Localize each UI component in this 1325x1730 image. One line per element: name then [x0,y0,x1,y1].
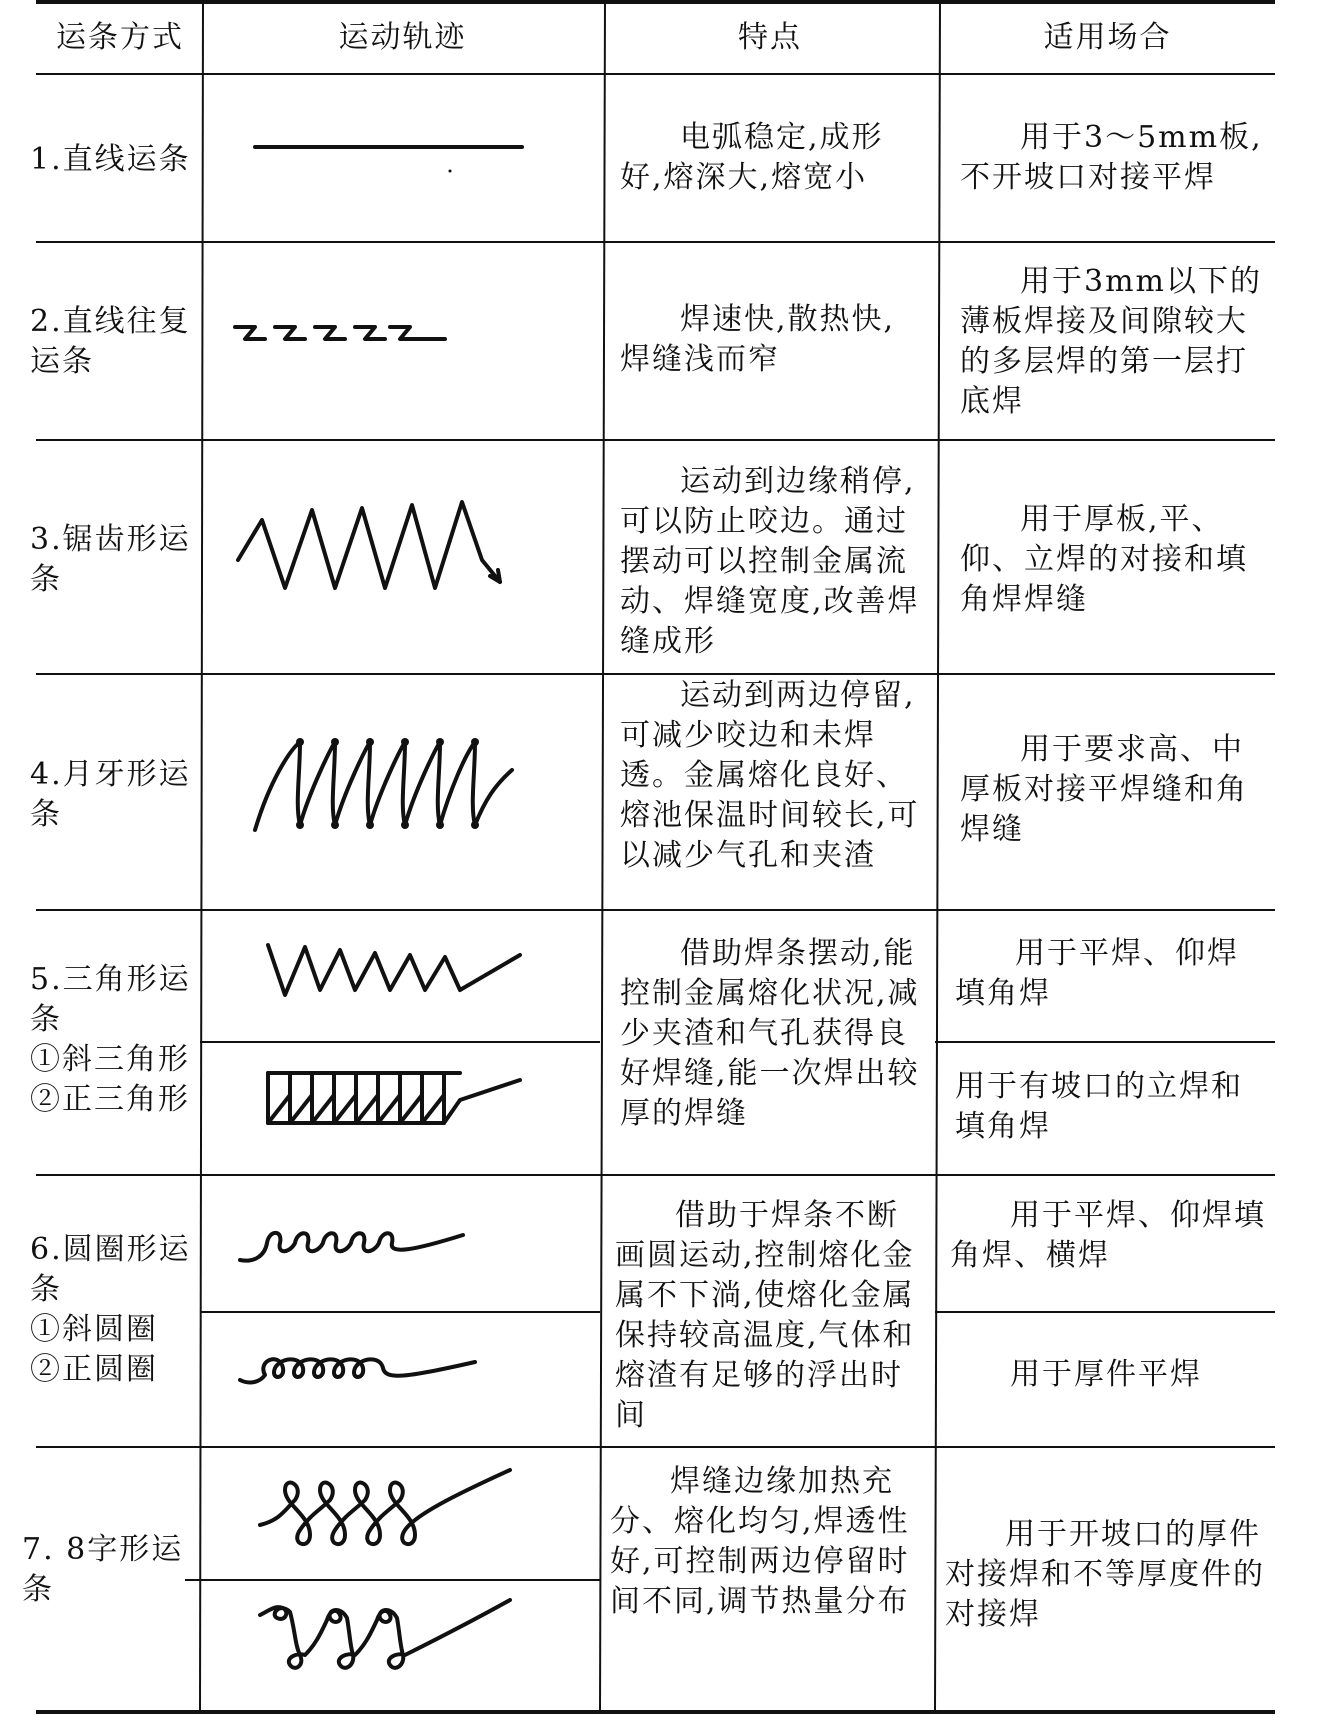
method-cell-1: 1.直线运条 [30,142,191,177]
method-cell-7: 7. 8字形运条 [22,1532,184,1607]
upright-circle-trajectory-icon [235,1340,485,1400]
header-features: 特点 [738,20,802,55]
straight-line-trajectory-icon [250,135,530,175]
applications-cell-6-1: 用于平焊、仰焊填角焊、横焊 [950,1198,1266,1273]
method-cell-6: 6.圆圈形运条 [30,1232,191,1307]
method-cell-2: 2.直线往复运条 [30,304,191,379]
sawtooth-trajectory-icon [230,490,520,600]
crescent-trajectory-icon [250,730,540,840]
applications-cell-1: 用于3～5mm板,不开坡口对接平焊 [960,120,1263,195]
header-applications: 适用场合 [1043,20,1172,55]
features-cell-4: 运动到两边停留,可减少咬边和未焊透。金属熔化良好、熔池保温时间较长,可以减少气孔和夹渣 [620,678,920,873]
oblique-triangle-trajectory-icon [260,935,540,1015]
sub-method-6-1: ①斜圆圈 [30,1312,158,1347]
features-cell-3: 运动到边缘稍停,可以防止咬边。通过摆动可以控制金属流动、焊缝宽度,改善焊缝成形 [620,464,920,659]
method-cell-5: 5.三角形运条 [30,962,191,1037]
features-cell-7: 焊缝边缘加热充分、熔化均匀,焊透性好,可控制两边停留时间不同,调节热量分布 [610,1464,910,1619]
oblique-circle-trajectory-icon [235,1215,475,1275]
features-cell-5: 借助焊条摆动,能控制金属熔化状况,减少夹渣和气孔获得良好焊缝,能一次焊出较厚的焊缝 [620,936,920,1131]
features-cell-6: 借助于焊条不断画圆运动,控制熔化金属不下淌,使熔化金属保持较高温度,气体和熔渣有足够的浮出时间 [615,1198,915,1433]
applications-cell-5-1: 用于平焊、仰焊填角焊 [955,936,1239,1011]
applications-cell-5-2: 用于有坡口的立焊和填角焊 [955,1069,1243,1144]
sub-method-6-2: ②正圆圈 [30,1352,158,1387]
sub-method-5-1: ①斜三角形 [30,1042,190,1077]
figure-eight-trajectory-icon-2 [255,1590,525,1690]
figure-eight-trajectory-icon-1 [255,1460,525,1560]
header-method: 运条方式 [56,20,184,55]
sub-method-5-2: ②正三角形 [30,1082,190,1117]
applications-cell-7: 用于开坡口的厚件对接焊和不等厚度件的对接焊 [945,1517,1265,1632]
method-cell-3: 3.锯齿形运条 [30,522,191,597]
straight-reciprocating-trajectory-icon [230,315,450,355]
applications-cell-2: 用于3mm以下的薄板焊接及间隙较大的多层焊的第一层打底焊 [960,264,1262,419]
applications-cell-4: 用于要求高、中厚板对接平焊缝和角焊缝 [960,732,1248,847]
applications-cell-6-2: 用于厚件平焊 [1010,1357,1202,1392]
features-cell-1: 电弧稳定,成形好,熔深大,熔宽小 [620,120,884,195]
header-trajectory: 运动轨迹 [338,20,467,55]
method-cell-4: 4.月牙形运条 [30,757,191,832]
features-cell-2: 焊速快,散热快,焊缝浅而窄 [620,302,896,377]
applications-cell-3: 用于厚板,平、仰、立焊的对接和填角焊焊缝 [960,502,1248,617]
upright-triangle-trajectory-icon [260,1065,540,1135]
